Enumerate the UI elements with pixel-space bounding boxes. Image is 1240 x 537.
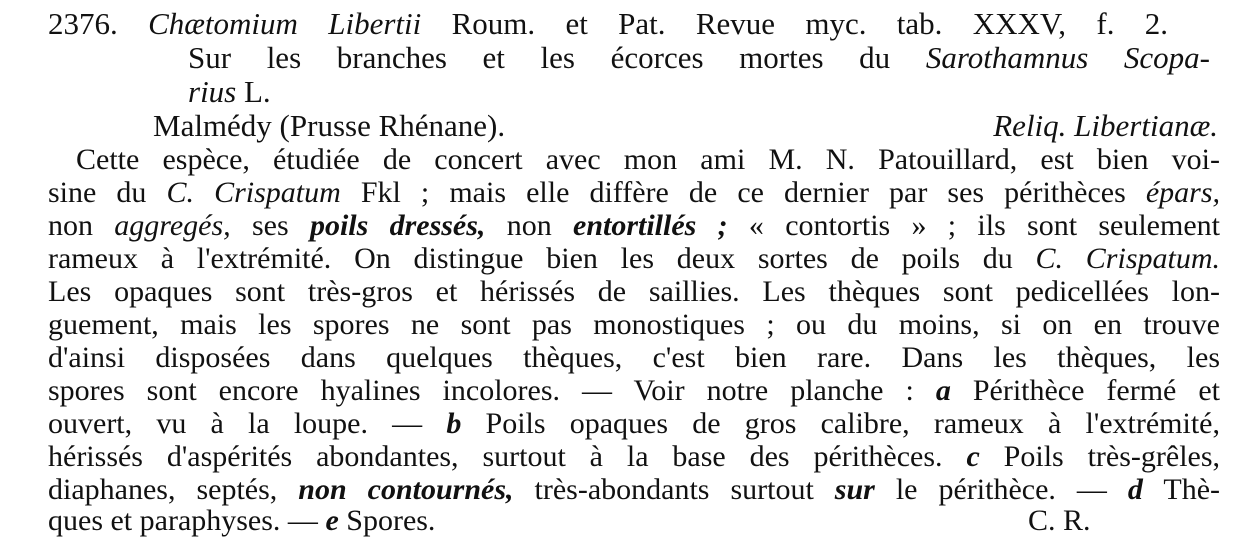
description-line (76, 144, 1220, 176)
host-genus: Sarothamnus Scopa- (925, 40, 1211, 75)
habitat-line-1 (188, 42, 1210, 74)
description-line (48, 375, 1220, 407)
description-line (48, 441, 1220, 473)
text-run: ses (251, 209, 289, 242)
text-run: Poils très-grêles, (1003, 440, 1221, 473)
locality: Malmédy (Prusse Rhénane). (153, 108, 506, 143)
text-run: le périthèce. — (895, 473, 1107, 506)
habitat-line-2 (188, 76, 271, 108)
entry-number: 2376. (48, 6, 118, 41)
text-run: ques et paraphyses. — (48, 504, 318, 537)
text-run: guement, mais les spores ne sont pas monostiques ; ou du moins, si on en trouve (48, 308, 1220, 341)
collection-name: Reliq. Libertianæ. (993, 108, 1218, 143)
text-run: Thè- (1163, 473, 1221, 506)
description-line (48, 243, 1220, 275)
habitat-text: Sur les branches et les écorces mortes du (188, 40, 891, 75)
figure-letter: a (935, 374, 951, 407)
text-run: diaphanes, septés, (48, 473, 278, 506)
species-ref: C. Crispatum. (1035, 242, 1220, 275)
description-line (48, 309, 1220, 341)
text-run: rameux à l'extrémité. On distingue bien les deux sortes de poils du (48, 242, 1013, 275)
species-name: Chætomium Libertii (148, 6, 422, 41)
figure-letter: e (325, 504, 339, 537)
author-signature: C. R. (1028, 504, 1091, 537)
text-run: ouvert, vu à la loupe. — (48, 407, 423, 440)
figure-letter: c (966, 440, 980, 473)
emphasis: non contournés, (298, 473, 514, 506)
text-run: non (48, 209, 93, 242)
text-run: Spores. (346, 504, 436, 537)
text-run: Périthèce fermé et (972, 374, 1221, 407)
description-line (48, 505, 435, 537)
emphasis: aggregés, (114, 209, 231, 242)
figure-letter: b (446, 407, 462, 440)
figure-letter: d (1127, 473, 1143, 506)
description-line (48, 408, 1220, 440)
text-run: Cette espèce, étudiée de concert avec mon ami M. N. Patouillard, est bien voi- (76, 143, 1220, 176)
text-run: sine du (48, 176, 147, 209)
description-line (48, 210, 1220, 242)
species-ref: C. Crispatum (166, 176, 341, 209)
text-run: Les opaques sont très-gros et hérissés de saillies. Les thèques sont pedicellées lon- (48, 275, 1220, 308)
emphasis: entortillés ; (573, 209, 728, 242)
description-line (48, 276, 1220, 308)
text-run: très-abondants surtout (534, 473, 814, 506)
description-line (48, 342, 1220, 374)
emphasis: poils dressés, (309, 209, 486, 242)
text-run: hérissés d'aspérités abondantes, surtout à la base des périthèces. (48, 440, 943, 473)
host-species: rius (188, 74, 237, 109)
text-run: Poils opaques de gros calibre, rameux à l'extrémité, (485, 407, 1220, 440)
text-run: spores sont encore hyalines incolores. — Voir notre planche : (48, 374, 914, 407)
description-line (48, 177, 1220, 209)
text-run: Fkl ; mais elle diffère de ce dernier par ses périthèces (360, 176, 1126, 209)
host-author: L. (244, 74, 271, 109)
emphasis: sur (834, 473, 875, 506)
entry-heading (48, 8, 1168, 40)
description-line (48, 474, 1220, 506)
text-run: non (506, 209, 552, 242)
text-run: « contortis » ; ils sont seulement (748, 209, 1220, 242)
species-authority: Roum. et Pat. Revue myc. tab. XXXV, f. 2. (451, 6, 1169, 41)
text-run: d'ainsi disposées dans quelques thèques, c'est bien rare. Dans les thèques, les (48, 341, 1220, 374)
emphasis: épars, (1145, 176, 1221, 209)
